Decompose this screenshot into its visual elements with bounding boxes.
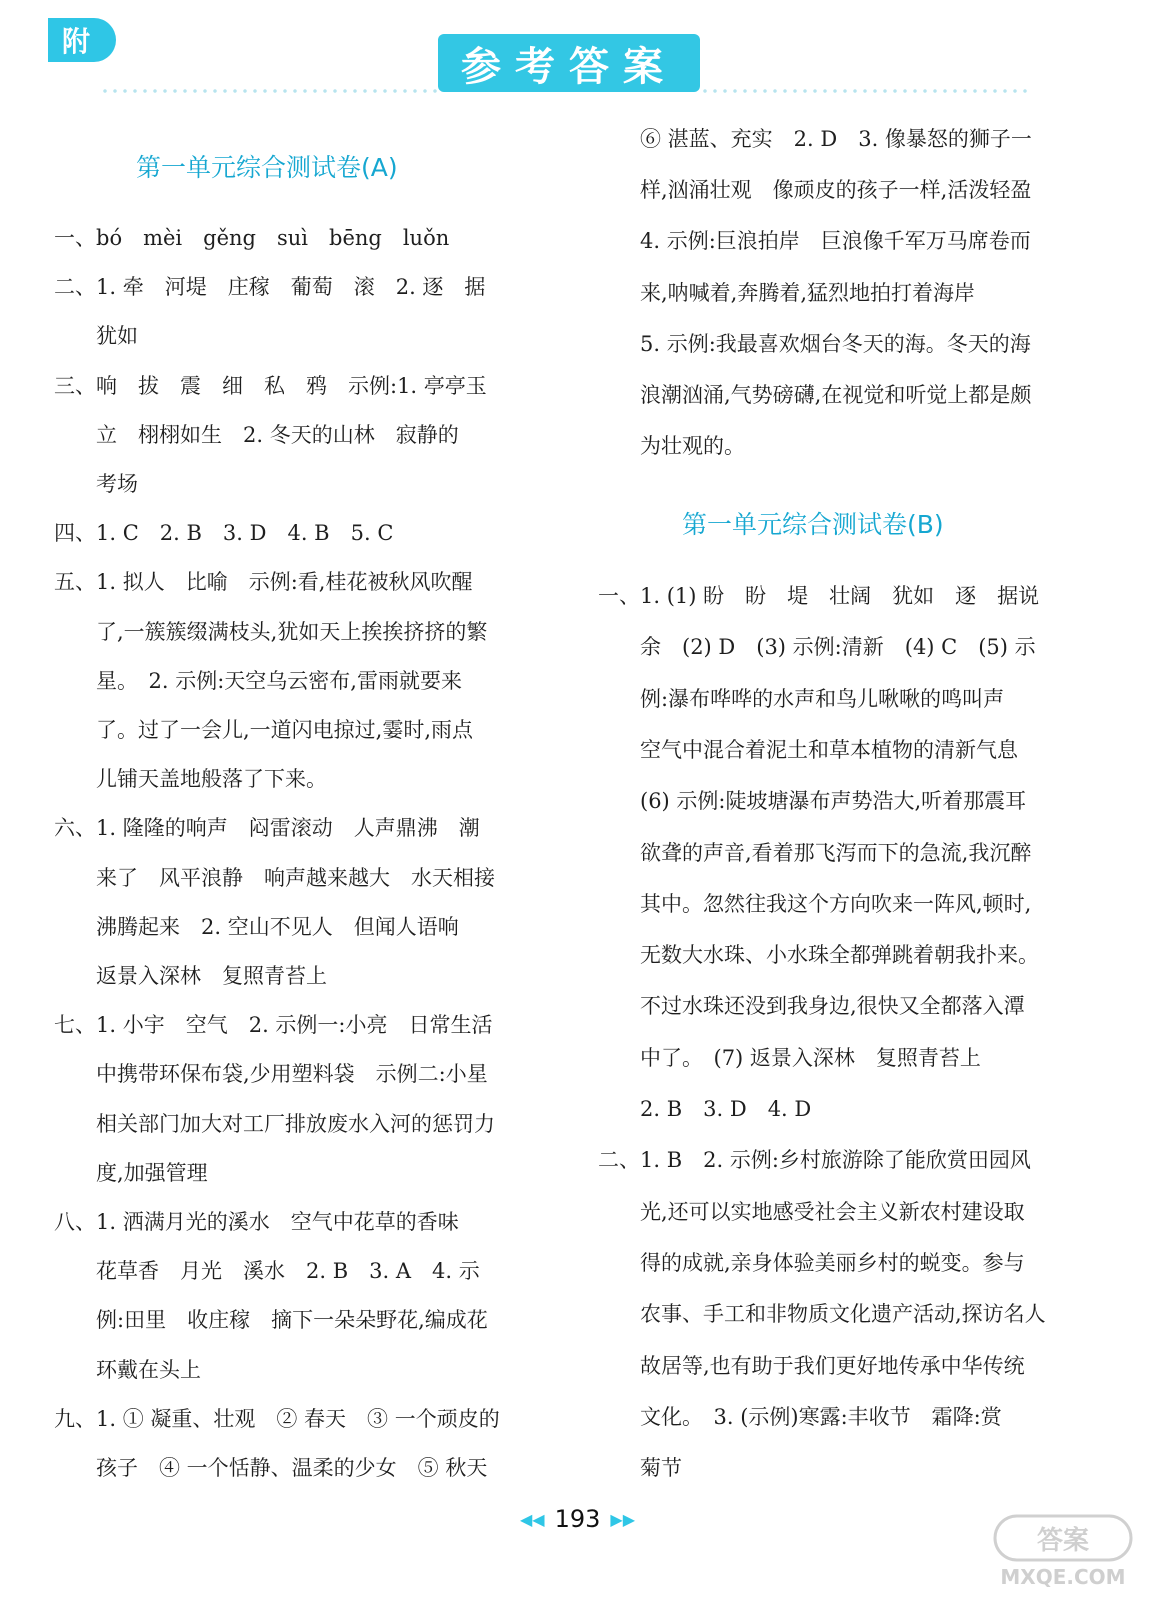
dotted-rule-right <box>700 88 1030 94</box>
page-title: 参考答案 <box>461 43 677 90</box>
answer-line: 六、1. 隆隆的响声 闷雷滚动 人声鼎沸 潮 <box>54 816 480 841</box>
page-title-banner <box>438 34 700 92</box>
answer-line: 立 栩栩如生 2. 冬天的山林 寂静的 <box>54 422 459 447</box>
answer-line: 七、1. 小宇 空气 2. 示例一:小亮 日常生活 <box>54 1013 493 1038</box>
answer-line: 二、1. 牵 河堤 庄稼 葡萄 滚 2. 逐 据 <box>54 275 486 300</box>
page-footer <box>0 1503 1155 1535</box>
answer-line: 来了 风平浪静 响声越来越大 水天相接 <box>54 865 495 890</box>
answer-line: 沸腾起来 2. 空山不见人 但闻人语响 <box>54 914 459 939</box>
answer-line: 环戴在头上 <box>54 1357 201 1382</box>
answer-line: 返景入深林 复照青苔上 <box>54 964 327 988</box>
section-a-title: 第一单元综合测试卷(A) <box>136 153 398 182</box>
answer-line: 犹如 <box>54 324 138 349</box>
answer-line: 孩子 ④ 一个恬静、温柔的少女 ⑤ 秋天 <box>54 1456 488 1480</box>
answer-line: 为壮观的。 <box>640 434 745 459</box>
watermark-logo <box>993 1512 1133 1592</box>
answer-line: 不过水珠还没到我身边,很快又全都落入潭 <box>598 994 1025 1019</box>
answer-line: 四、1. C 2. B 3. D 4. B 5. C <box>54 521 394 546</box>
watermark-bottom-text: MXQE.COM <box>1000 1565 1126 1589</box>
dotted-rule-left <box>100 88 438 94</box>
answer-line: 相关部门加大对工厂排放废水入河的惩罚力 <box>54 1111 495 1136</box>
answer-line: 二、1. B 2. 示例:乡村旅游除了能欣赏田园风 <box>598 1148 1031 1173</box>
answer-line: 花草香 月光 溪水 2. B 3. A 4. 示 <box>54 1259 480 1284</box>
answer-line: 其中。忽然往我这个方向吹来一阵风,顿时, <box>598 891 1032 916</box>
answer-line: 儿铺天盖地般落了下来。 <box>54 767 327 792</box>
answer-line: 三、响 拔 震 细 私 鸦 示例:1. 亭亭玉 <box>54 373 487 398</box>
next-arrows-icon: ▶▶ <box>610 1509 636 1529</box>
answer-line: 光,还可以实地感受社会主义新农村建设取 <box>598 1199 1025 1224</box>
answer-line: 无数大水珠、小水珠全都弹跳着朝我扑来。 <box>598 943 1039 968</box>
answer-line: 一、1. (1) 盼 盼 堤 壮阔 犹如 逐 据说 <box>598 584 1040 608</box>
answer-line: 中携带环保布袋,少用塑料袋 示例二:小星 <box>54 1062 488 1087</box>
answer-line: 度,加强管理 <box>54 1160 208 1185</box>
answer-line: 空气中混合着泥土和草本植物的清新气息 <box>598 737 1018 762</box>
section-b-title: 第一单元综合测试卷(B) <box>682 510 944 539</box>
appendix-tab <box>48 18 116 62</box>
answer-line: 例:瀑布哗哗的水声和鸟儿啾啾的鸣叫声 <box>598 686 1005 711</box>
answer-line: 八、1. 洒满月光的溪水 空气中花草的香味 <box>54 1210 459 1234</box>
appendix-tab-label: 附 <box>62 25 91 58</box>
answer-line: ⑥ 湛蓝、充实 2. D 3. 像暴怒的狮子一 <box>640 127 1032 151</box>
watermark-top-text: 答案 <box>1036 1526 1090 1556</box>
answer-line: 2. B 3. D 4. D <box>598 1097 812 1121</box>
answer-line: 了。过了一会儿,一道闪电掠过,霎时,雨点 <box>54 718 474 742</box>
answer-line: 样,汹涌壮观 像顽皮的孩子一样,活泼轻盈 <box>640 178 1032 203</box>
answer-line: 4. 示例:巨浪拍岸 巨浪像千军万马席卷而 <box>640 229 1031 254</box>
answer-line: 余 (2) D (3) 示例:清新 (4) C (5) 示 <box>598 635 1036 660</box>
answer-line: 一、bó mèi gěng suì bēng luǒn <box>54 226 450 250</box>
answer-line: 例:田里 收庄稼 摘下一朵朵野花,编成花 <box>54 1308 488 1333</box>
answer-line: 农事、手工和非物质文化遗产活动,探访名人 <box>598 1302 1046 1327</box>
prev-arrows-icon: ◀◀ <box>519 1509 545 1529</box>
answer-line: 欲聋的声音,看着那飞泻而下的急流,我沉醉 <box>598 840 1032 865</box>
answer-line: 5. 示例:我最喜欢烟台冬天的海。冬天的海 <box>640 331 1031 356</box>
answer-line: 五、1. 拟人 比喻 示例:看,桂花被秋风吹醒 <box>54 570 473 595</box>
answer-line: 菊节 <box>598 1456 682 1481</box>
answer-line: 浪潮汹涌,气势磅礴,在视觉和听觉上都是颇 <box>640 383 1032 407</box>
page-number: 193 <box>554 1505 601 1533</box>
answer-line: 来,呐喊着,奔腾着,猛烈地拍打着海岸 <box>640 280 976 305</box>
answer-line: 九、1. ① 凝重、壮观 ② 春天 ③ 一个顽皮的 <box>54 1406 500 1431</box>
answer-line: 了,一簇簇缀满枝头,犹如天上挨挨挤挤的繁 <box>54 619 488 644</box>
answer-line: 文化。 3. (示例)寒露:丰收节 霜降:赏 <box>598 1404 1002 1429</box>
answer-line: (6) 示例:陡坡塘瀑布声势浩大,听着那震耳 <box>598 789 1027 814</box>
answer-line: 考场 <box>54 472 138 496</box>
answer-line: 故居等,也有助于我们更好地传承中华传统 <box>598 1353 1025 1378</box>
answer-line: 得的成就,亲身体验美丽乡村的蜕变。参与 <box>598 1250 1025 1275</box>
answer-line: 星。 2. 示例:天空乌云密布,雷雨就要来 <box>54 668 462 693</box>
answer-line: 中了。 (7) 返景入深林 复照青苔上 <box>598 1045 981 1070</box>
